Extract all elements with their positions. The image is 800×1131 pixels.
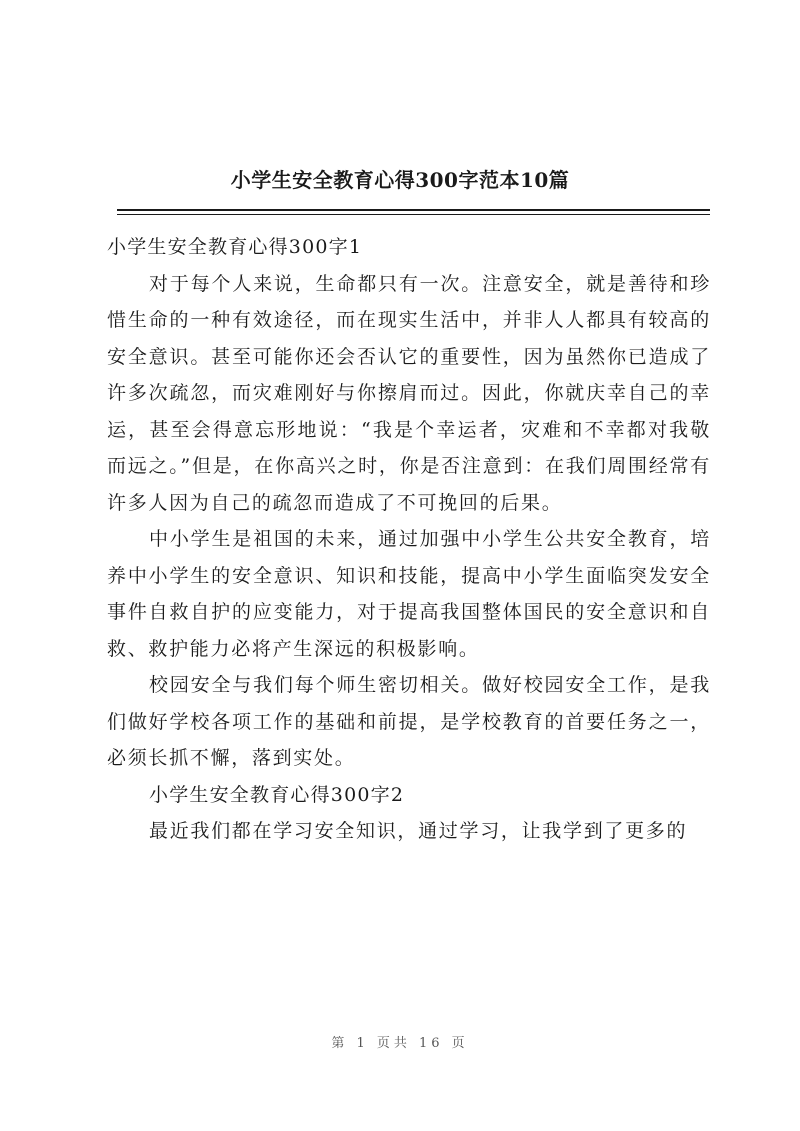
title-divider-thin	[117, 214, 710, 215]
page-number-footer: 第 1 页共 16 页	[331, 1036, 469, 1051]
document-body	[107, 229, 711, 850]
title-divider-thick	[117, 209, 710, 211]
paragraph: 最近我们都在学习安全知识，通过学习，让我学到了更多的	[149, 820, 688, 842]
document-title: 小学生安全教育心得300字范本10篇	[230, 168, 570, 192]
paragraph: 中小学生是祖国的未来，通过加强中小学生公共安全教育，培养中小学生的安全意识、知识和技能，提高中小学生面临突发安全事件自救自护的应变能力，对于提高我国整体国民的安全意识和自救、救护能力必将产生深远的积极影响。	[107, 528, 711, 660]
section-heading: 小学生安全教育心得300字2	[149, 783, 405, 806]
paragraph: 对于每个人来说，生命都只有一次。注意安全，就是善待和珍惜生命的一种有效途径，而在现实生活中，并非人人都具有较高的安全意识。甚至可能你还会否认它的重要性，因为虽然你已造成了许多次疏忽，而灾难刚好与你擦肩而过。因此，你就庆幸自己的幸运，甚至会得意忘形地说：“我是个幸运者，灾难和不幸都对我敬而远之。”但是，在你高兴之时，你是否注意到：在我们周围经常有许多人因为自己的疏忽而造成了不可挽回的后果。	[107, 272, 711, 514]
section-heading: 小学生安全教育心得300字1	[107, 236, 363, 258]
paragraph: 校园安全与我们每个师生密切相关。做好校园安全工作，是我们做好学校各项工作的基础和前提，是学校教育的首要任务之一，必须长抓不懈，落到实处。	[107, 674, 711, 769]
